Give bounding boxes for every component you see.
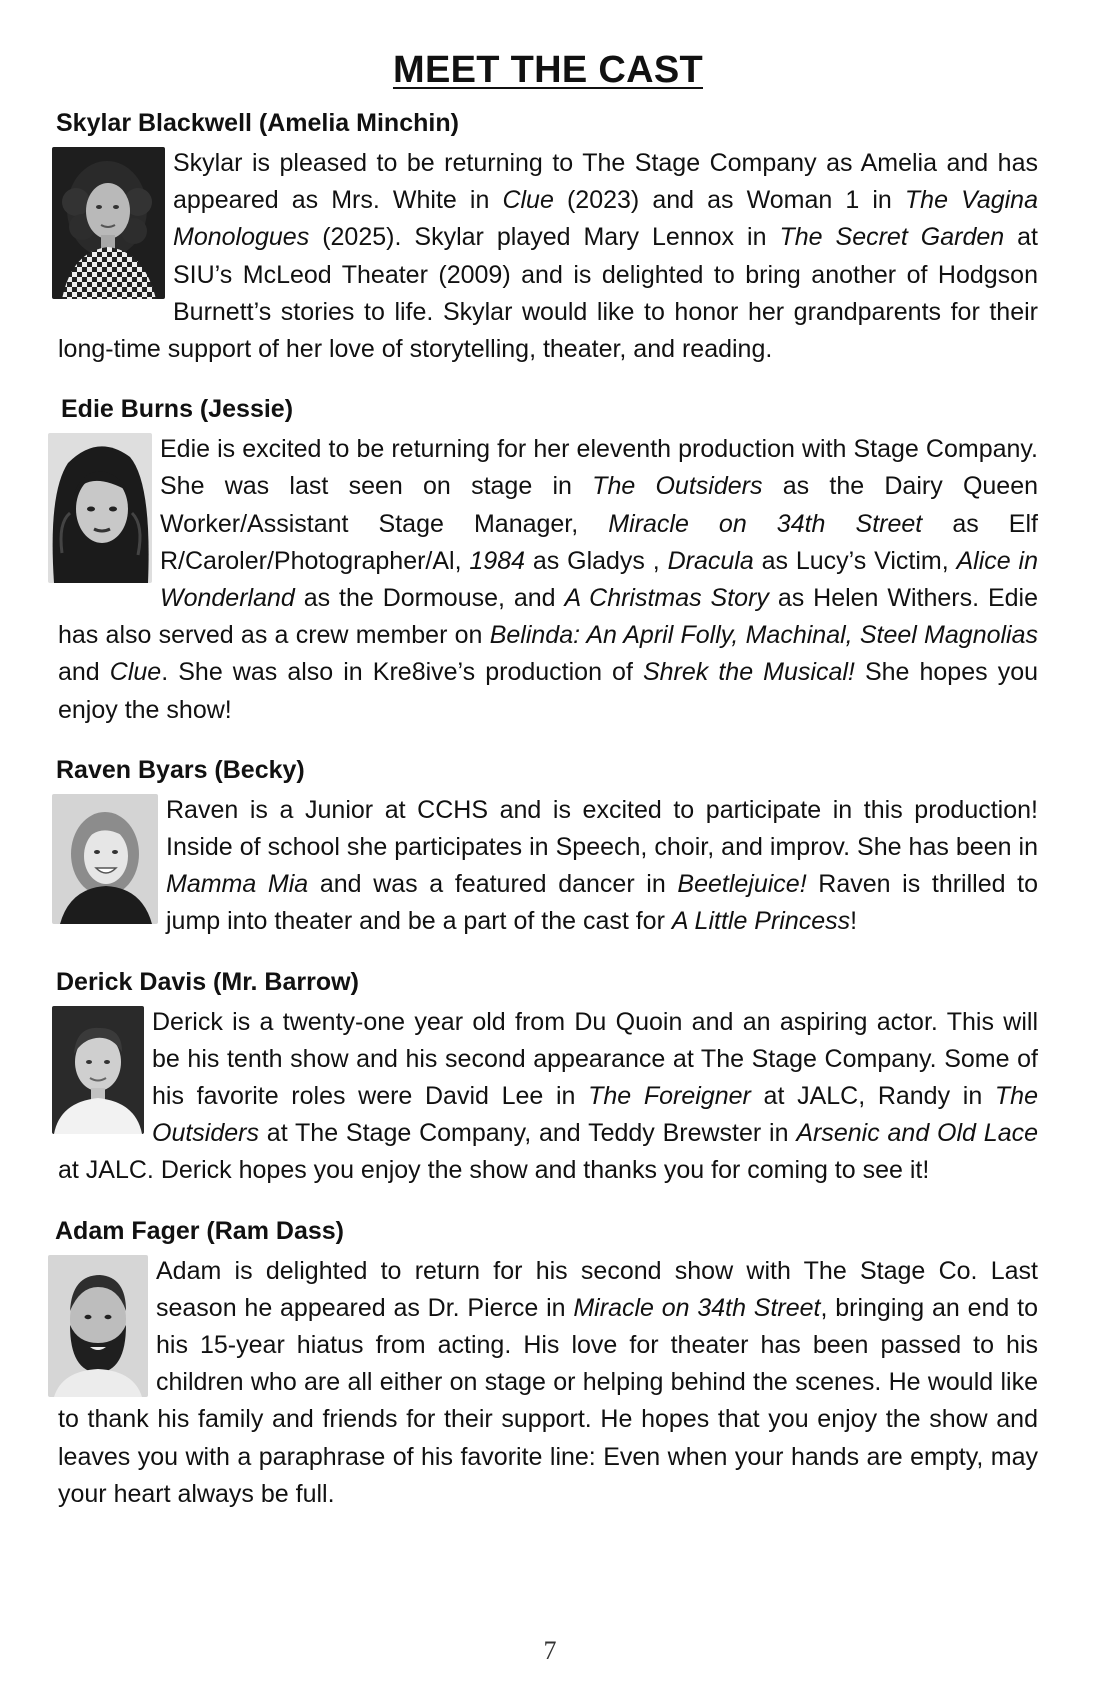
- italic-title: Beetlejuice!: [677, 870, 807, 899]
- italic-title: The Vagina Monologues: [173, 186, 1038, 252]
- headshot-photo-icon: [52, 147, 165, 299]
- italic-title: Clue: [109, 658, 162, 687]
- cast-member-bio: Edie is excited to be returning for her eleventh production with Stage Company. She was last seen on stage in The Outsiders as the Dairy Queen Worker/Assistant Stage Manager, Miracle on 34th Street as Elf R/Caroler/Photographer/Al, 1984 as Gladys , Dracula as Lucy’s Victim, Alice in Wonderland as the Dormouse, and A Christmas Story as Helen Withers. Edie has also served as a crew member on Belinda: An April Folly, Machinal, Steel Magnolias and Clue. She was also in Kre8ive’s production of Shrek the Musical! She hopes you enjoy the show!: [58, 435, 1039, 724]
- italic-title: Miracle on 34th Street: [608, 509, 923, 538]
- italic-title: The Outsiders: [592, 472, 763, 501]
- headshot-photo-icon: [52, 1006, 144, 1134]
- italic-title: Arsenic and Old Lace: [796, 1119, 1038, 1148]
- italic-title: Clue: [502, 186, 554, 215]
- italic-title: Shrek the Musical!: [642, 658, 855, 687]
- italic-title: Belinda: An April Folly, Machinal, Steel Magnolias: [489, 621, 1039, 650]
- italic-title: Miracle on 34th Street: [573, 1293, 821, 1322]
- italic-title: 1984: [469, 546, 526, 575]
- cast-member-adam-fager: [55, 1214, 1038, 1513]
- cast-member-name: Skylar Blackwell (Amelia Minchin): [56, 109, 459, 137]
- cast-member-bio: Derick is a twenty-one year old from Du Quoin and an aspiring actor. This will be his tenth show and his second appearance at The Stage Company. Some of his favorite roles were David Lee in The Foreigner at JALC, Randy in The Outsiders at The Stage Company, and Teddy Brewster in Arsenic and Old Lace at JALC. Derick hopes you enjoy the show and thanks you for coming to see it!: [58, 1007, 1038, 1185]
- cast-member-edie-burns: [58, 392, 1038, 729]
- headshot-photo-icon: [52, 794, 158, 924]
- headshot-photo-icon: [48, 1255, 148, 1397]
- cast-member-name: Adam Fager (Ram Dass): [55, 1216, 344, 1245]
- cast-member-bio: Skylar is pleased to be returning to The Stage Company as Amelia and has appeared as Mrs. White in Clue (2023) and as Woman 1 in The Vagina Monologues (2025). Skylar played Mary Lennox in The Secret Garden at SIU’s McLeod Theater (2009) and is delighted to bring another of Hodgson Burnett’s stories to life. Skylar would like to honor her grandparents for their long-time support of her love of storytelling, theater, and reading.: [58, 149, 1038, 364]
- cast-member-bio: Adam is delighted to return for his second show with The Stage Co. Last season he appeared as Dr. Pierce in Miracle on 34th Street, bringing an end to his 15-year hiatus from acting. His love for theater has been passed to his children who are all either on stage or helping behind the scenes. He would like to thank his family and friends for their support. He hopes that you enjoy the show and leaves you with a paraphrase of his favorite line: Even when your hands are empty, may your heart always be full.: [58, 1256, 1038, 1508]
- headshot-photo-icon: [48, 433, 152, 583]
- italic-title: Dracula: [667, 546, 754, 575]
- italic-title: The Secret Garden: [779, 223, 1005, 252]
- cast-member-name: Raven Byars (Becky): [56, 755, 305, 784]
- italic-title: A Christmas Story: [564, 584, 769, 613]
- italic-title: The Foreigner: [588, 1082, 751, 1111]
- cast-member-skylar-blackwell: [58, 106, 1038, 368]
- page-title: MEET THE CAST: [392, 49, 703, 91]
- cast-member-name: Derick Davis (Mr. Barrow): [56, 967, 359, 996]
- cast-member-derick-davis: [58, 965, 1038, 1190]
- cast-member-bio: Raven is a Junior at CCHS and is excited to participate in this production! Inside of school she participates in Speech, choir, and improv. She has been in Mamma Mia and was a featured dancer in Beetlejuice! Raven is thrilled to jump into theater and be a part of the cast for A Little Princess!: [166, 795, 1039, 936]
- italic-title: Alice in Wonderland: [160, 546, 1038, 613]
- cast-member-raven-byars: [58, 753, 1038, 941]
- page-number: 7: [543, 1636, 557, 1665]
- italic-title: Mamma Mia: [166, 870, 309, 899]
- italic-title: A Little Princess: [671, 907, 851, 936]
- cast-member-name: Edie Burns (Jessie): [61, 395, 294, 424]
- italic-title: The Outsiders: [152, 1082, 1038, 1148]
